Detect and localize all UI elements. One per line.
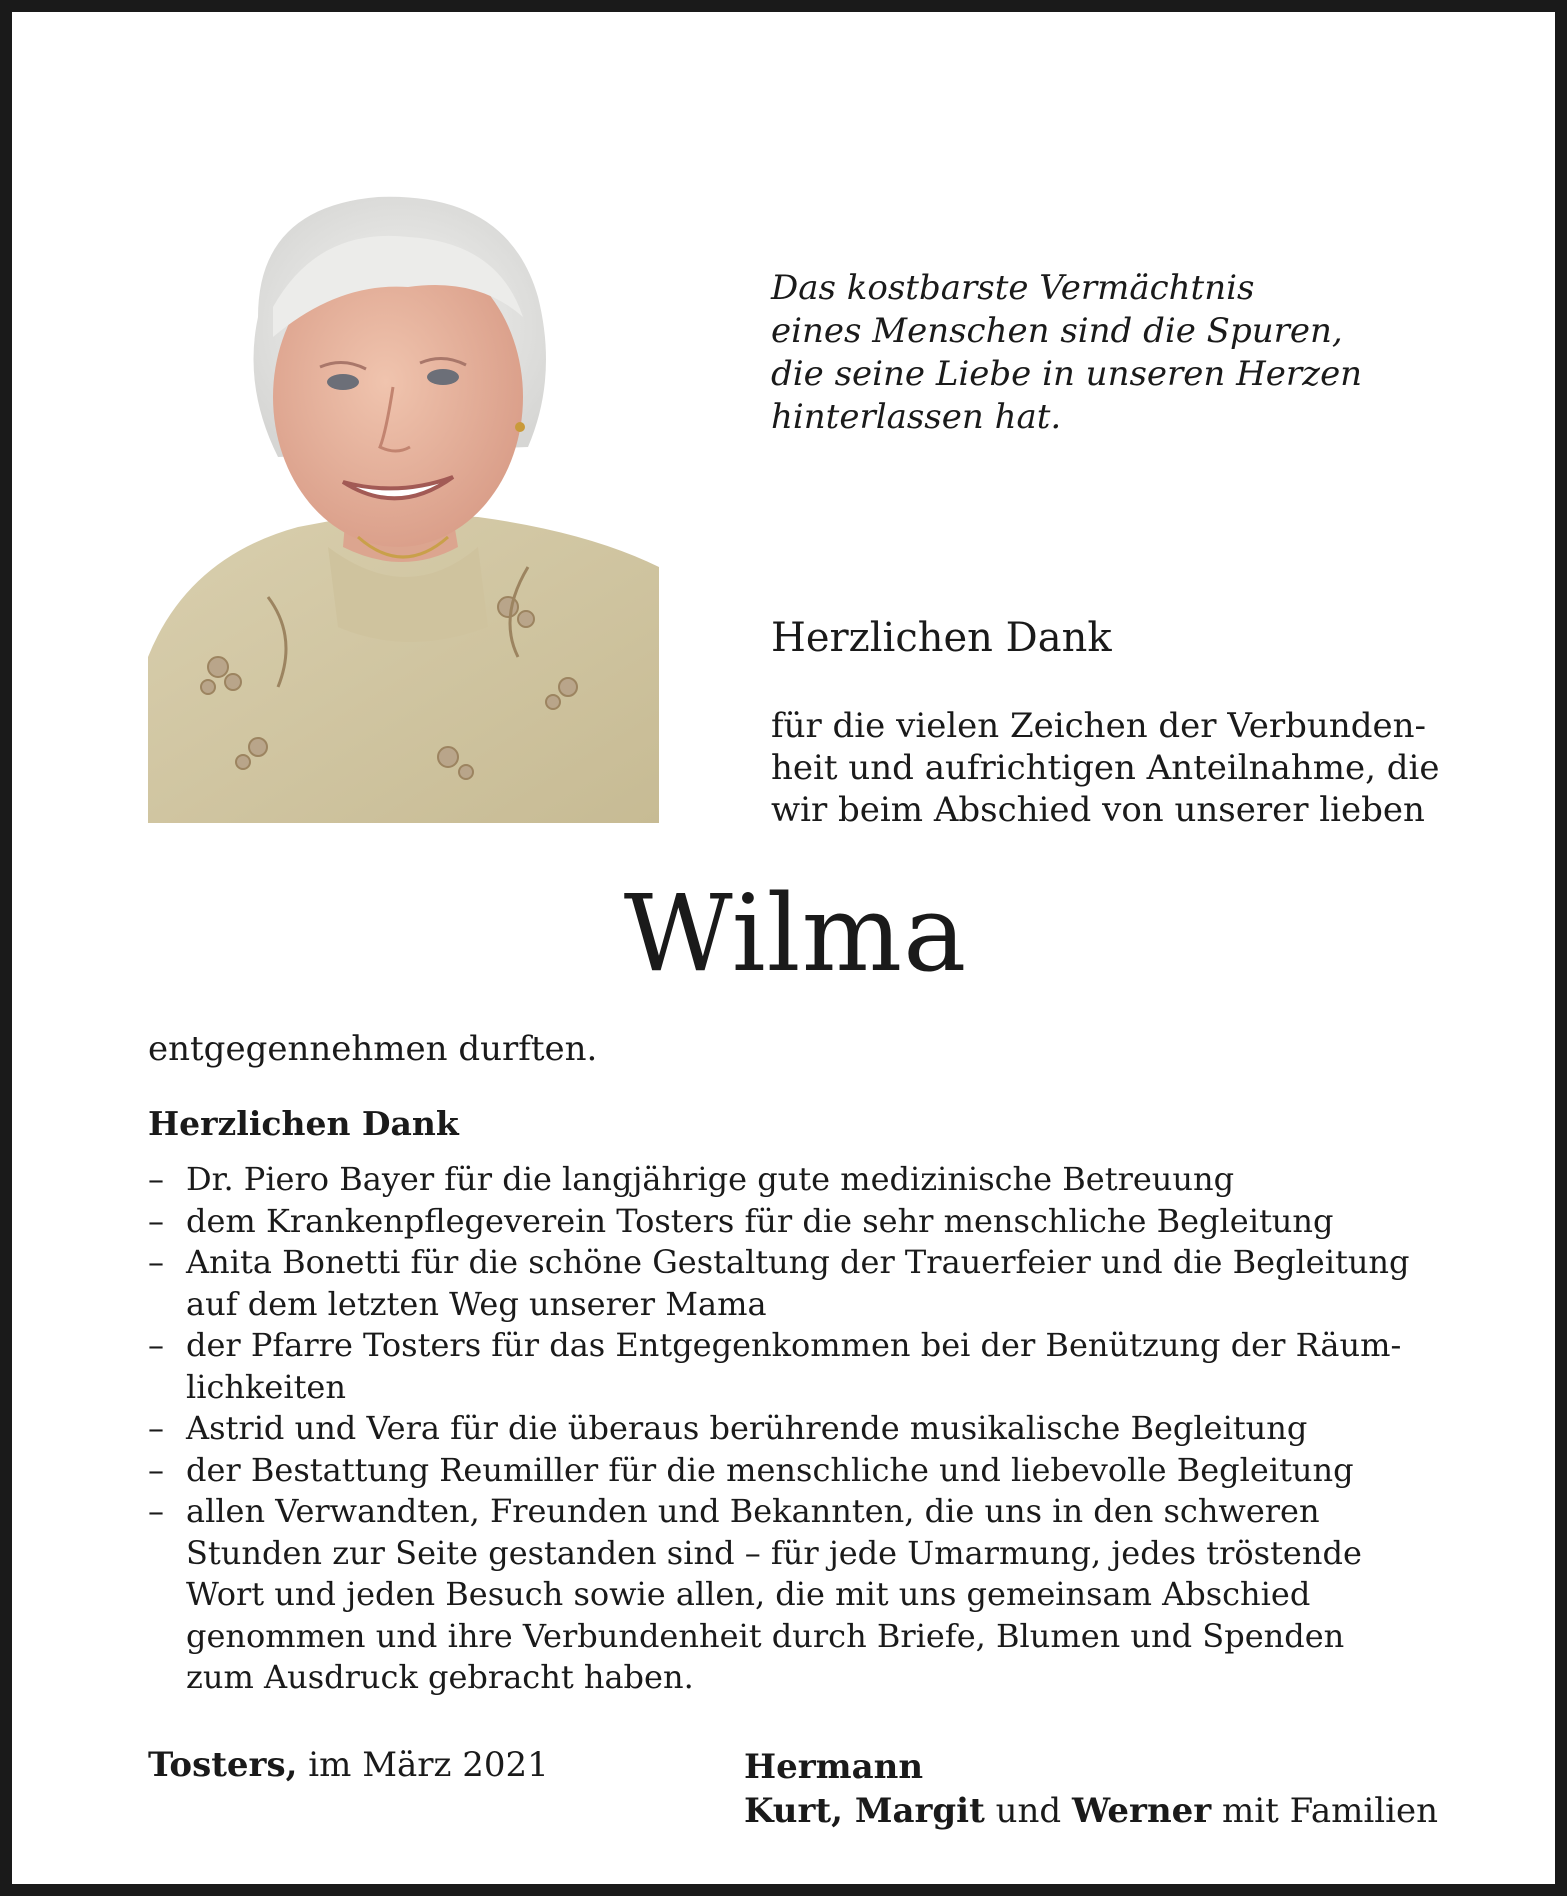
list-item xyxy=(148,1450,1458,1492)
bullet-dash: – xyxy=(148,1201,164,1240)
thanks-intro-line: wir beim Abschied von unserer lieben xyxy=(771,790,1425,830)
quote-line: hinterlassen hat. xyxy=(771,397,1062,437)
list-item-text: zum Ausdruck gebracht haben. xyxy=(186,1658,694,1696)
bullet-dash: – xyxy=(148,1243,164,1281)
portrait-photo xyxy=(148,187,659,823)
signature-name: Hermann xyxy=(744,1747,924,1787)
quote-line: eines Menschen sind die Spuren, xyxy=(771,311,1343,351)
list-item xyxy=(148,1242,1458,1325)
acknowledgements-heading: Herzlichen Dank xyxy=(148,1104,459,1143)
place-and-date xyxy=(148,1745,549,1785)
signature-names: Kurt, Margit xyxy=(744,1791,985,1831)
thanks-intro xyxy=(771,705,1439,831)
list-item-text: Stunden zur Seite gestanden sind – für jede Umarmung, jedes tröstende xyxy=(186,1533,1362,1572)
portrait-illustration xyxy=(148,187,659,823)
list-item xyxy=(148,1491,1458,1699)
list-item xyxy=(148,1408,1458,1450)
thanks-title: Herzlichen Dank xyxy=(771,615,1112,661)
thanks-intro-line: für die vielen Zeichen der Verbunden- xyxy=(771,706,1426,746)
list-item-text: der Bestattung Reumiller für die menschliche und liebevolle Begleitung xyxy=(186,1450,1354,1489)
list-item-text: Astrid und Vera für die überaus berührende musikalische Begleitung xyxy=(186,1409,1308,1447)
list-item-text: allen Verwandten, Freunden und Bekannten, die uns in den schweren xyxy=(186,1492,1320,1530)
list-item-text: Dr. Piero Bayer für die langjährige gute medizinische Betreuung xyxy=(186,1160,1235,1198)
list-item-text: lichkeiten xyxy=(186,1367,346,1406)
list-item xyxy=(148,1159,1458,1201)
signature-conjunction: und xyxy=(995,1791,1062,1831)
bullet-dash: – xyxy=(148,1409,164,1447)
acknowledgements-list xyxy=(148,1159,1458,1699)
bullet-dash: – xyxy=(148,1450,164,1489)
bullet-dash: – xyxy=(148,1160,164,1198)
list-item xyxy=(148,1325,1458,1408)
signature-block xyxy=(744,1745,1438,1833)
list-item-text: auf dem letzten Weg unserer Mama xyxy=(186,1284,767,1323)
bullet-dash: – xyxy=(148,1492,164,1530)
list-item xyxy=(148,1201,1458,1243)
memorial-quote xyxy=(771,267,1491,439)
list-item-text: genommen und ihre Verbundenheit durch Briefe, Blumen und Spenden xyxy=(186,1616,1345,1655)
bullet-dash: – xyxy=(148,1326,164,1364)
thanks-intro-continuation: entgegennehmen durften. xyxy=(148,1029,598,1069)
deceased-name: Wilma xyxy=(623,872,968,995)
list-item-text: der Pfarre Tosters für das Entgegenkommen bei der Benützung der Räum- xyxy=(186,1326,1402,1364)
place-town: Tosters, xyxy=(148,1745,298,1785)
quote-line: die seine Liebe in unseren Herzen xyxy=(771,354,1363,394)
signature-suffix: mit Familien xyxy=(1222,1791,1439,1831)
signature-name: Werner xyxy=(1071,1791,1212,1831)
thanks-intro-line: heit und aufrichtigen Anteilnahme, die xyxy=(771,748,1440,788)
quote-line: Das kostbarste Vermächtnis xyxy=(771,268,1255,308)
list-item-text: dem Krankenpflegeverein Tosters für die sehr menschliche Begleitung xyxy=(186,1201,1334,1240)
list-item-text: Anita Bonetti für die schöne Gestaltung der Trauerfeier und die Begleitung xyxy=(186,1243,1410,1281)
place-date: im März 2021 xyxy=(308,1745,549,1785)
list-item-text: Wort und jeden Besuch sowie allen, die mit uns gemeinsam Abschied xyxy=(186,1575,1311,1613)
